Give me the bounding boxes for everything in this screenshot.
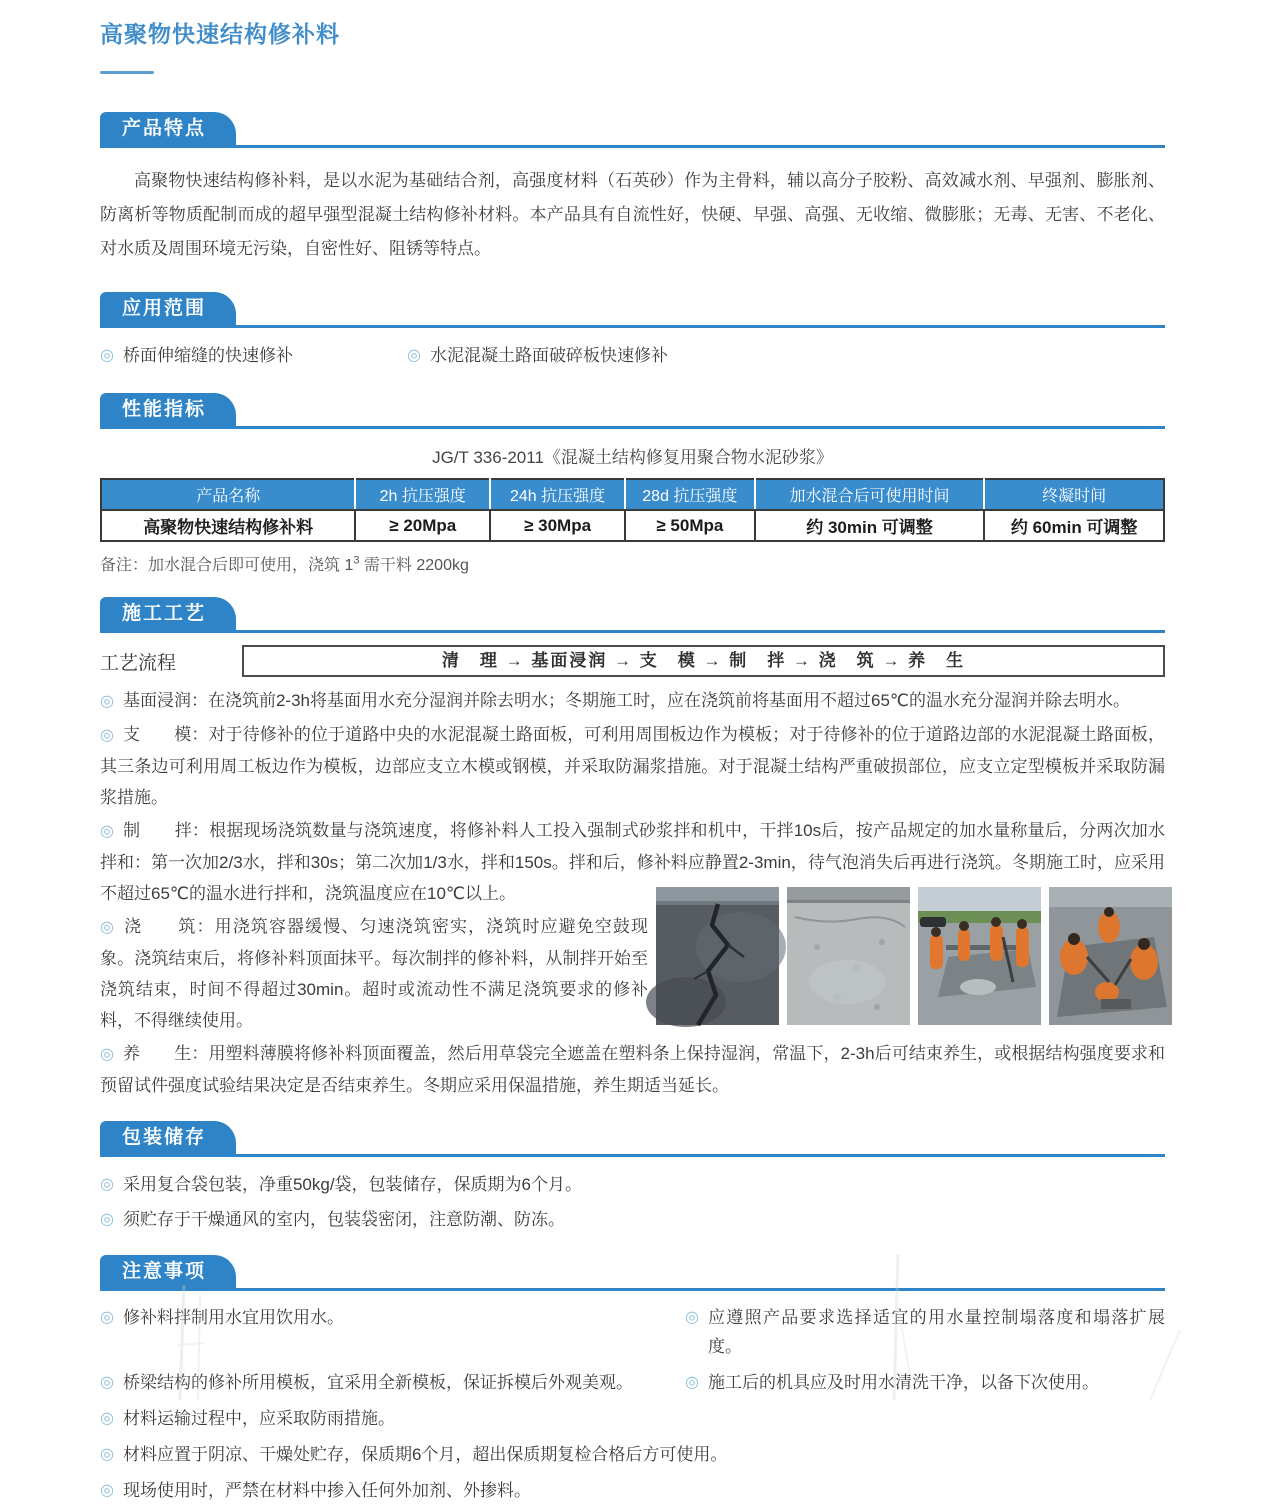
double-circle-bullet-icon: ◎ — [100, 919, 116, 936]
double-circle-bullet-icon: ◎ — [100, 1374, 114, 1391]
table-header-cell: 加水混合后可使用时间 — [755, 479, 985, 510]
page-title: 高聚物快速结构修补料 — [100, 21, 340, 47]
packaging-badge: 包装储存 — [100, 1121, 236, 1154]
table-note-suffix: 需干料 2200kg — [359, 557, 469, 574]
table-header-cell: 2h 抗压强度 — [355, 479, 490, 510]
construction-badge: 施工工艺 — [100, 597, 236, 630]
section-header-features — [100, 112, 1165, 148]
step-text: 浇 筑：用浇筑容器缓慢、匀速浇筑密实，浇筑时应避免空鼓现象。浇筑结束后，将修补料顶面抹平。每次制拌的修补料，从制拌开始至浇筑结束，时间不得超过30min。超时或流动性不满足浇筑要求的修补料，不得继续使用。 — [100, 917, 649, 1030]
section-header-notes — [100, 1255, 1165, 1291]
table-note — [100, 552, 1165, 575]
application-item-text: 桥面伸缩缝的快速修补 — [122, 346, 293, 365]
section-header-applications — [100, 292, 1165, 328]
double-circle-bullet-icon: ◎ — [100, 823, 115, 840]
step-text: 制 拌：根据现场浇筑数量与浇筑速度，将修补料人工投入强制式砂浆拌和机中，干拌10s后，按产品规定的加水量称量后，分两次加水拌和：第一次加2/3水，拌和30s；第二次加1/3水，拌和150s。拌和后，修补料应静置2-3min，待气泡消失后再进行浇筑。冬期施工时，应采用不超过65℃的温水进行拌和，浇筑温度应在10℃以上。 — [100, 821, 1165, 903]
note-item-text: 现场使用时，严禁在材料中掺入任何外加剂、外掺料。 — [122, 1481, 531, 1500]
list-item — [100, 1303, 685, 1361]
step-text: 基面浸润：在浇筑前2-3h将基面用水充分湿润并除去明水；冬期施工时，应在浇筑前将基面用不超过65℃的温水充分湿润并除去明水。 — [122, 691, 1130, 710]
step-pouring — [100, 911, 648, 1036]
step-text: 养 生：用塑料薄膜将修补料顶面覆盖，然后用草袋完全遮盖在塑料条上保持湿润，常温下，2-3h后可结束养生，或根据结构强度要求和预留试件强度试验结果决定是否结束养生。冬期应采用保温措施，养生期适当延长。 — [100, 1044, 1165, 1095]
double-circle-bullet-icon: ◎ — [100, 693, 114, 710]
double-circle-bullet-icon: ◎ — [100, 727, 115, 744]
table-cell: 约 30min 可调整 — [755, 510, 985, 541]
list-item — [685, 1303, 1165, 1361]
photo-concrete-slab-crack — [787, 887, 910, 1025]
table-header-cell: 产品名称 — [101, 479, 355, 510]
list-item — [100, 1404, 1165, 1433]
pour-step-row — [100, 909, 1165, 1036]
table-cell: 约 60min 可调整 — [984, 510, 1164, 541]
notes-list — [100, 1303, 1165, 1505]
photo-road-repair-crew — [918, 887, 1041, 1025]
step-formwork — [100, 719, 1165, 813]
notes-badge: 注意事项 — [100, 1255, 236, 1288]
table-cell: ≥ 20Mpa — [355, 510, 490, 541]
table-cell: ≥ 30Mpa — [490, 510, 625, 541]
application-item-text: 水泥混凝土路面破碎板快速修补 — [429, 346, 668, 365]
step-curing — [100, 1038, 1165, 1101]
table-row — [101, 510, 1164, 541]
section-header-performance — [100, 393, 1165, 429]
note-item-text: 桥梁结构的修补所用模板，宜采用全新模板，保证拆模后外观美观。 — [122, 1373, 633, 1392]
packaging-list — [100, 1167, 1165, 1237]
construction-photos — [656, 887, 1172, 1025]
document-page — [100, 0, 1165, 1505]
performance-table — [100, 478, 1165, 542]
double-circle-bullet-icon: ◎ — [100, 1410, 114, 1427]
step-text: 支 模：对于待修补的位于道路中央的水泥混凝土路面板，可利用周围板边作为模板；对于待修补的位于道路边部的水泥混凝土路面板，其三条边可利用周工板边作为模板，边部应支立木模或钢模，并采取防漏浆措施。对于混凝土结构严重破损部位，应支立定型模板并采取防漏浆措施。 — [100, 725, 1165, 807]
photo-dark-cracked-pavement — [656, 887, 779, 1025]
list-item — [100, 1202, 1165, 1237]
list-item — [100, 1440, 1165, 1469]
packaging-item-text: 须贮存于干燥通风的室内，包装袋密闭，注意防潮、防冻。 — [122, 1210, 565, 1229]
flow-steps-box: 清 理 → 基面浸润 → 支 模 → 制 拌 → 浇 筑 → 养 生 — [242, 645, 1165, 677]
list-item — [407, 340, 668, 371]
list-item — [100, 340, 407, 371]
double-circle-bullet-icon: ◎ — [100, 1176, 114, 1193]
double-circle-bullet-icon: ◎ — [407, 347, 421, 364]
list-item — [100, 1476, 1165, 1505]
table-note-superscript: 3 — [353, 554, 360, 567]
applications-list — [100, 340, 1165, 371]
note-item-text: 材料应置于阴凉、干燥处贮存，保质期6个月，超出保质期复检合格后方可使用。 — [122, 1445, 728, 1464]
table-note-prefix: 备注：加水混合后即可使用，浇筑 1 — [100, 557, 354, 574]
double-circle-bullet-icon: ◎ — [100, 1446, 114, 1463]
note-item-text: 施工后的机具应及时用水清洗干净，以备下次使用。 — [707, 1373, 1099, 1392]
applications-badge: 应用范围 — [100, 292, 236, 325]
list-item — [100, 1368, 685, 1397]
title-underline — [100, 71, 154, 74]
photo-crew-finishing-patch — [1049, 887, 1172, 1025]
section-header-packaging — [100, 1121, 1165, 1157]
double-circle-bullet-icon: ◎ — [685, 1374, 699, 1391]
step-wetting — [100, 685, 1165, 717]
double-circle-bullet-icon: ◎ — [100, 347, 114, 364]
note-item-text: 材料运输过程中，应采取防雨措施。 — [122, 1409, 395, 1428]
table-header-cell: 终凝时间 — [984, 479, 1164, 510]
process-flow-row — [100, 645, 1165, 677]
list-item — [100, 1167, 1165, 1202]
double-circle-bullet-icon: ◎ — [685, 1309, 699, 1326]
double-circle-bullet-icon: ◎ — [100, 1046, 115, 1063]
section-header-construction — [100, 597, 1165, 633]
table-cell: ≥ 50Mpa — [625, 510, 755, 541]
packaging-item-text: 采用复合袋包装，净重50kg/袋，包装储存，保质期为6个月。 — [122, 1175, 583, 1194]
double-circle-bullet-icon: ◎ — [100, 1309, 114, 1326]
table-header-cell: 28d 抗压强度 — [625, 479, 755, 510]
standard-caption: JG/T 336-2011《混凝土结构修复用聚合物水泥砂浆》 — [432, 448, 833, 467]
note-item-text: 应遵照产品要求选择适宜的用水量控制塌落度和塌落扩展度。 — [707, 1308, 1165, 1356]
note-item-text: 修补料拌制用水宜用饮用水。 — [122, 1308, 344, 1327]
table-header-row — [101, 479, 1164, 510]
flow-label: 工艺流程 — [100, 652, 177, 674]
double-circle-bullet-icon: ◎ — [100, 1482, 114, 1499]
performance-badge: 性能指标 — [100, 393, 236, 426]
construction-steps — [100, 685, 1165, 1101]
double-circle-bullet-icon: ◎ — [100, 1211, 114, 1228]
list-item — [685, 1368, 1165, 1397]
table-cell: 高聚物快速结构修补料 — [143, 518, 314, 537]
features-paragraph: 高聚物快速结构修补料，是以水泥为基础结合剂，高强度材料（石英砂）作为主骨料，辅以高分子胶粉、高效减水剂、早强剂、膨胀剂、防离析等物质配制而成的超早强型混凝土结构修补材料。本产品具有自流性好，快硬、早强、高强、无收缩、微膨胀；无毒、无害、不老化、对水质及周围环境无污染，自密性好、阻锈等特点。 — [100, 171, 1165, 258]
table-header-cell: 24h 抗压强度 — [490, 479, 625, 510]
features-badge: 产品特点 — [100, 112, 236, 145]
